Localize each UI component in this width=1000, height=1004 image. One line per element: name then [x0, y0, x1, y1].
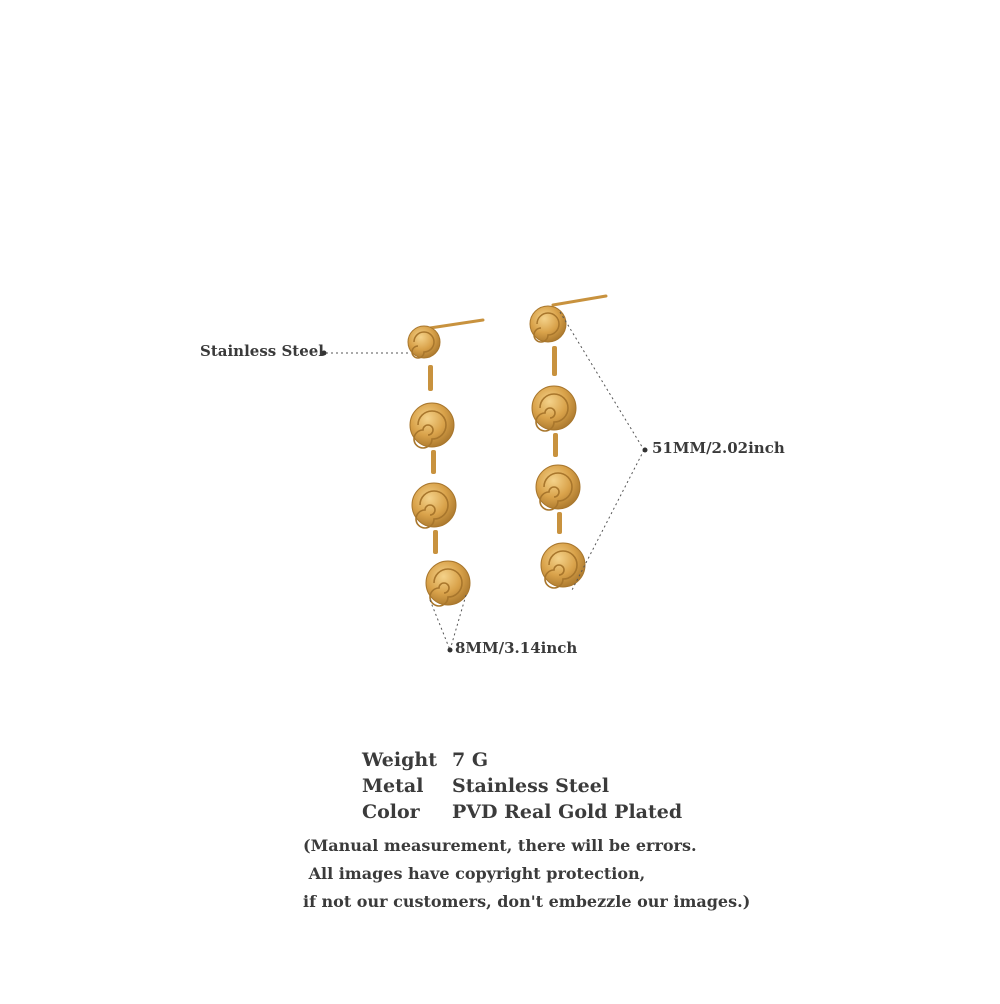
note-line: if not our customers, don't embezzle our images.)	[303, 892, 751, 911]
spec-row-metal	[362, 773, 682, 799]
spec-key: Weight	[362, 749, 437, 771]
spec-key: Color	[362, 801, 420, 823]
shell-charm	[410, 403, 454, 448]
length-annotation: 51MM/2.02inch	[652, 439, 785, 457]
measurement-lines	[326, 312, 644, 650]
shell-charm	[408, 326, 440, 358]
shell-charm	[530, 306, 566, 342]
width-annotation: 8MM/3.14inch	[455, 639, 578, 657]
chain-link	[552, 346, 557, 376]
right-earring	[530, 296, 606, 588]
chain-link	[557, 512, 562, 534]
chain-link	[428, 365, 433, 391]
spec-row-color	[362, 799, 682, 825]
shell-charm	[541, 543, 585, 588]
spec-value: Stainless Steel	[452, 775, 610, 797]
spec-value: PVD Real Gold Plated	[452, 801, 683, 823]
left-earring	[408, 320, 483, 606]
shell-charm	[532, 386, 576, 431]
shell-charm	[412, 483, 456, 528]
chain-link	[433, 530, 438, 554]
spec-row-weight	[362, 747, 682, 773]
chain-link	[431, 450, 436, 474]
disclaimer-note	[303, 832, 750, 916]
earring-post	[430, 320, 483, 328]
spec-table	[362, 747, 682, 825]
shell-charm	[426, 561, 470, 606]
spec-value: 7 G	[452, 749, 489, 771]
shell-charm	[536, 465, 580, 510]
material-annotation: Stainless Steel	[200, 342, 324, 360]
spec-key: Metal	[362, 775, 424, 797]
note-line: All images have copyright protection,	[303, 864, 646, 883]
note-line: (Manual measurement, there will be errors.	[303, 836, 697, 855]
earring-post	[553, 296, 606, 305]
chain-link	[553, 433, 558, 457]
measurement-dots	[322, 351, 648, 653]
